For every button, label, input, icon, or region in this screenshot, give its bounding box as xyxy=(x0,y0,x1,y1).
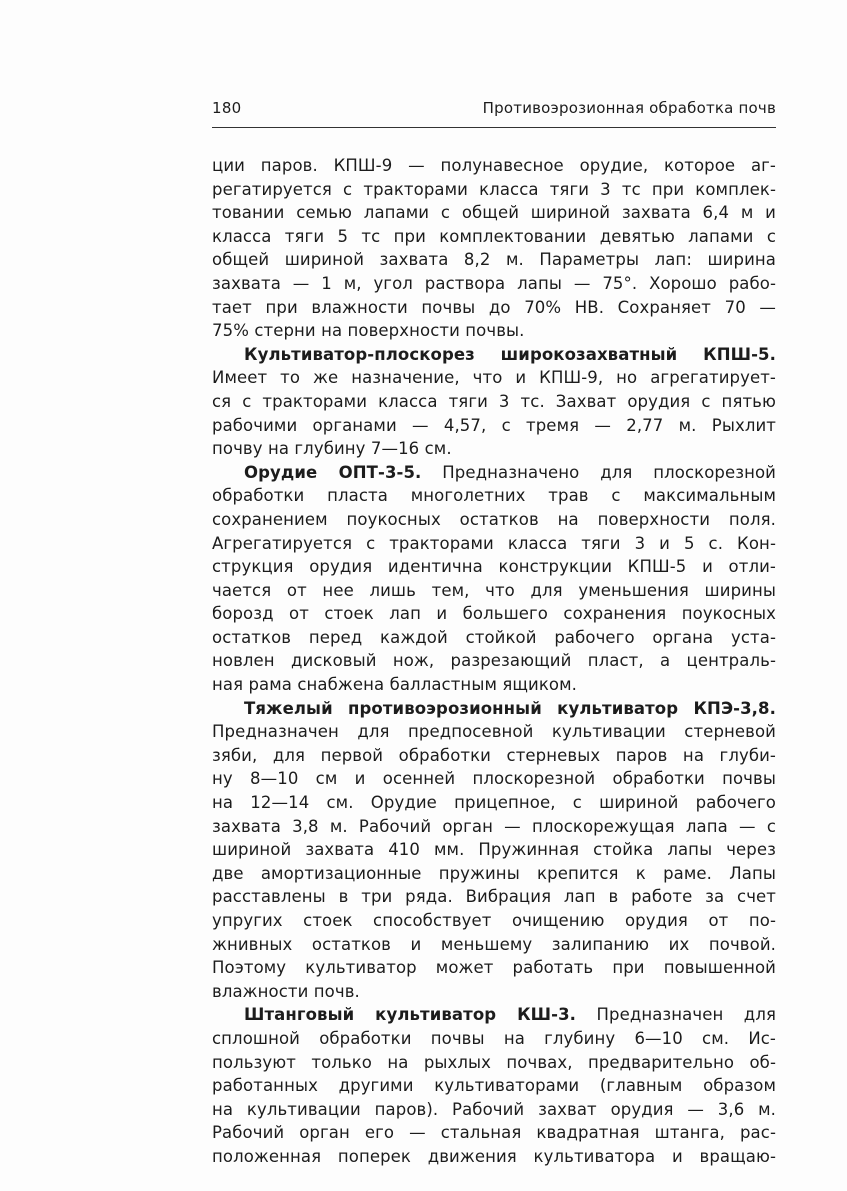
text-line: класса тяги 5 тс при комплектовании девятью лапами с xyxy=(212,226,776,246)
text-line: работанных другими культиваторами (главным образом xyxy=(212,1076,776,1096)
paragraph-end-line: почву на глубину 7—16 см. xyxy=(212,439,452,459)
text-line: шириной захвата 410 мм. Пружинная стойка лапы через xyxy=(212,840,776,860)
text-line: Поэтому культиватор может работать при повышенной xyxy=(212,958,776,978)
text-line: товании семью лапами с общей шириной захвата 6,4 м и xyxy=(212,203,776,223)
text-line: Агрегатируется с тракторами класса тяги 3 и 5 с. Кон- xyxy=(212,533,776,553)
section-heading: Культиватор-плоскорез широкозахватный КПШ-5. xyxy=(244,344,776,364)
text-line: зяби, для первой обработки стерневых паров на глуби- xyxy=(212,745,776,765)
running-title: Противоэрозионная обработка почв xyxy=(482,99,776,117)
text-line: ся с тракторами класса тяги 3 тс. Захват орудия с пятью xyxy=(212,391,776,411)
section-heading-line: Орудие ОПТ-3-5. Предназначено для плоскорезной xyxy=(244,462,777,482)
body-text xyxy=(212,154,776,1169)
text-line: сплошной обработки почвы на глубину 6—10 см. Ис- xyxy=(212,1028,776,1048)
text-line: расставлены в три ряда. Вибрация лап в работе за счет xyxy=(212,887,776,907)
text-line: сохранением поукосных остатков на поверхности поля. xyxy=(212,509,776,529)
text-line: жнивных остатков и меньшему залипанию их почвой. xyxy=(212,934,776,954)
section-heading: Штанговый культиватор КШ-3. xyxy=(244,1005,577,1025)
page-header xyxy=(212,97,776,128)
text-line: упругих стоек способствует очищению орудия от по- xyxy=(212,911,776,930)
section-heading-line: Штанговый культиватор КШ-3. Предназначен для xyxy=(244,1005,776,1025)
text-line: борозд от стоек лап и большего сохранения поукосных xyxy=(212,604,776,624)
paragraph-end-line: ная рама снабжена балластным ящиком. xyxy=(212,675,577,695)
text-line: струкция орудия идентична конструкции КПШ-5 и отли- xyxy=(212,557,776,577)
text-line: регатируется с тракторами класса тяги 3 тс при комплек- xyxy=(212,179,776,199)
page-number: 180 xyxy=(212,99,242,117)
paragraph-end-line: 75% стерни на поверхности почвы. xyxy=(212,321,525,341)
text-line: захвата — 1 м, угол раствора лапы — 75°. Хорошо рабо- xyxy=(212,273,776,293)
text-line: Предназначен для предпосевной культивации стерневой xyxy=(212,722,776,742)
text-line: тает при влажности почвы до 70% НВ. Сохраняет 70 — xyxy=(212,297,776,317)
section-heading: Тяжелый противоэрозионный культиватор КПЭ-3,8. xyxy=(244,698,776,718)
text-line: пользуют только на рыхлых почвах, предварительно об- xyxy=(212,1052,776,1072)
text-line: обработки пласта многолетних трав с максимальным xyxy=(212,486,776,506)
text-line: ну 8—10 см и осенней плоскорезной обработки почвы xyxy=(212,769,776,789)
text-line: Имеет то же назначение, что и КПШ-9, но агрегатирует- xyxy=(212,368,776,388)
text-line: на 12—14 см. Орудие прицепное, с шириной рабочего xyxy=(212,793,776,813)
section-heading-line xyxy=(212,343,776,367)
section-heading: Орудие ОПТ-3-5. xyxy=(244,462,422,482)
text-line: общей шириной захвата 8,2 м. Параметры лап: ширина xyxy=(212,250,776,270)
text-line: две амортизационные пружины крепится к раме. Лапы xyxy=(212,863,776,883)
text-line: рабочими органами — 4,57, с тремя — 2,77 м. Рыхлит xyxy=(212,415,776,435)
text-line: остатков перед каждой стойкой рабочего органа уста- xyxy=(212,627,776,647)
text-line: Рабочий орган его — стальная квадратная штанга, рас- xyxy=(212,1123,776,1143)
paragraph-end-line: влажности почв. xyxy=(212,981,360,1001)
text-line: на культивации паров). Рабочий захват орудия — 3,6 м. xyxy=(212,1099,776,1119)
text-line: новлен дисковый нож, разрезающий пласт, а централь- xyxy=(212,651,776,671)
text-line: чается от нее лишь тем, что для уменьшения ширины xyxy=(212,580,776,600)
section-heading-line xyxy=(212,697,776,721)
text-line: положенная поперек движения культиватора и вращаю- xyxy=(212,1146,776,1166)
text-line: захвата 3,8 м. Рабочий орган — плоскорежущая лапа — с xyxy=(212,816,776,836)
text-line: ции паров. КПШ-9 — полунавесное орудие, которое аг- xyxy=(212,156,776,175)
